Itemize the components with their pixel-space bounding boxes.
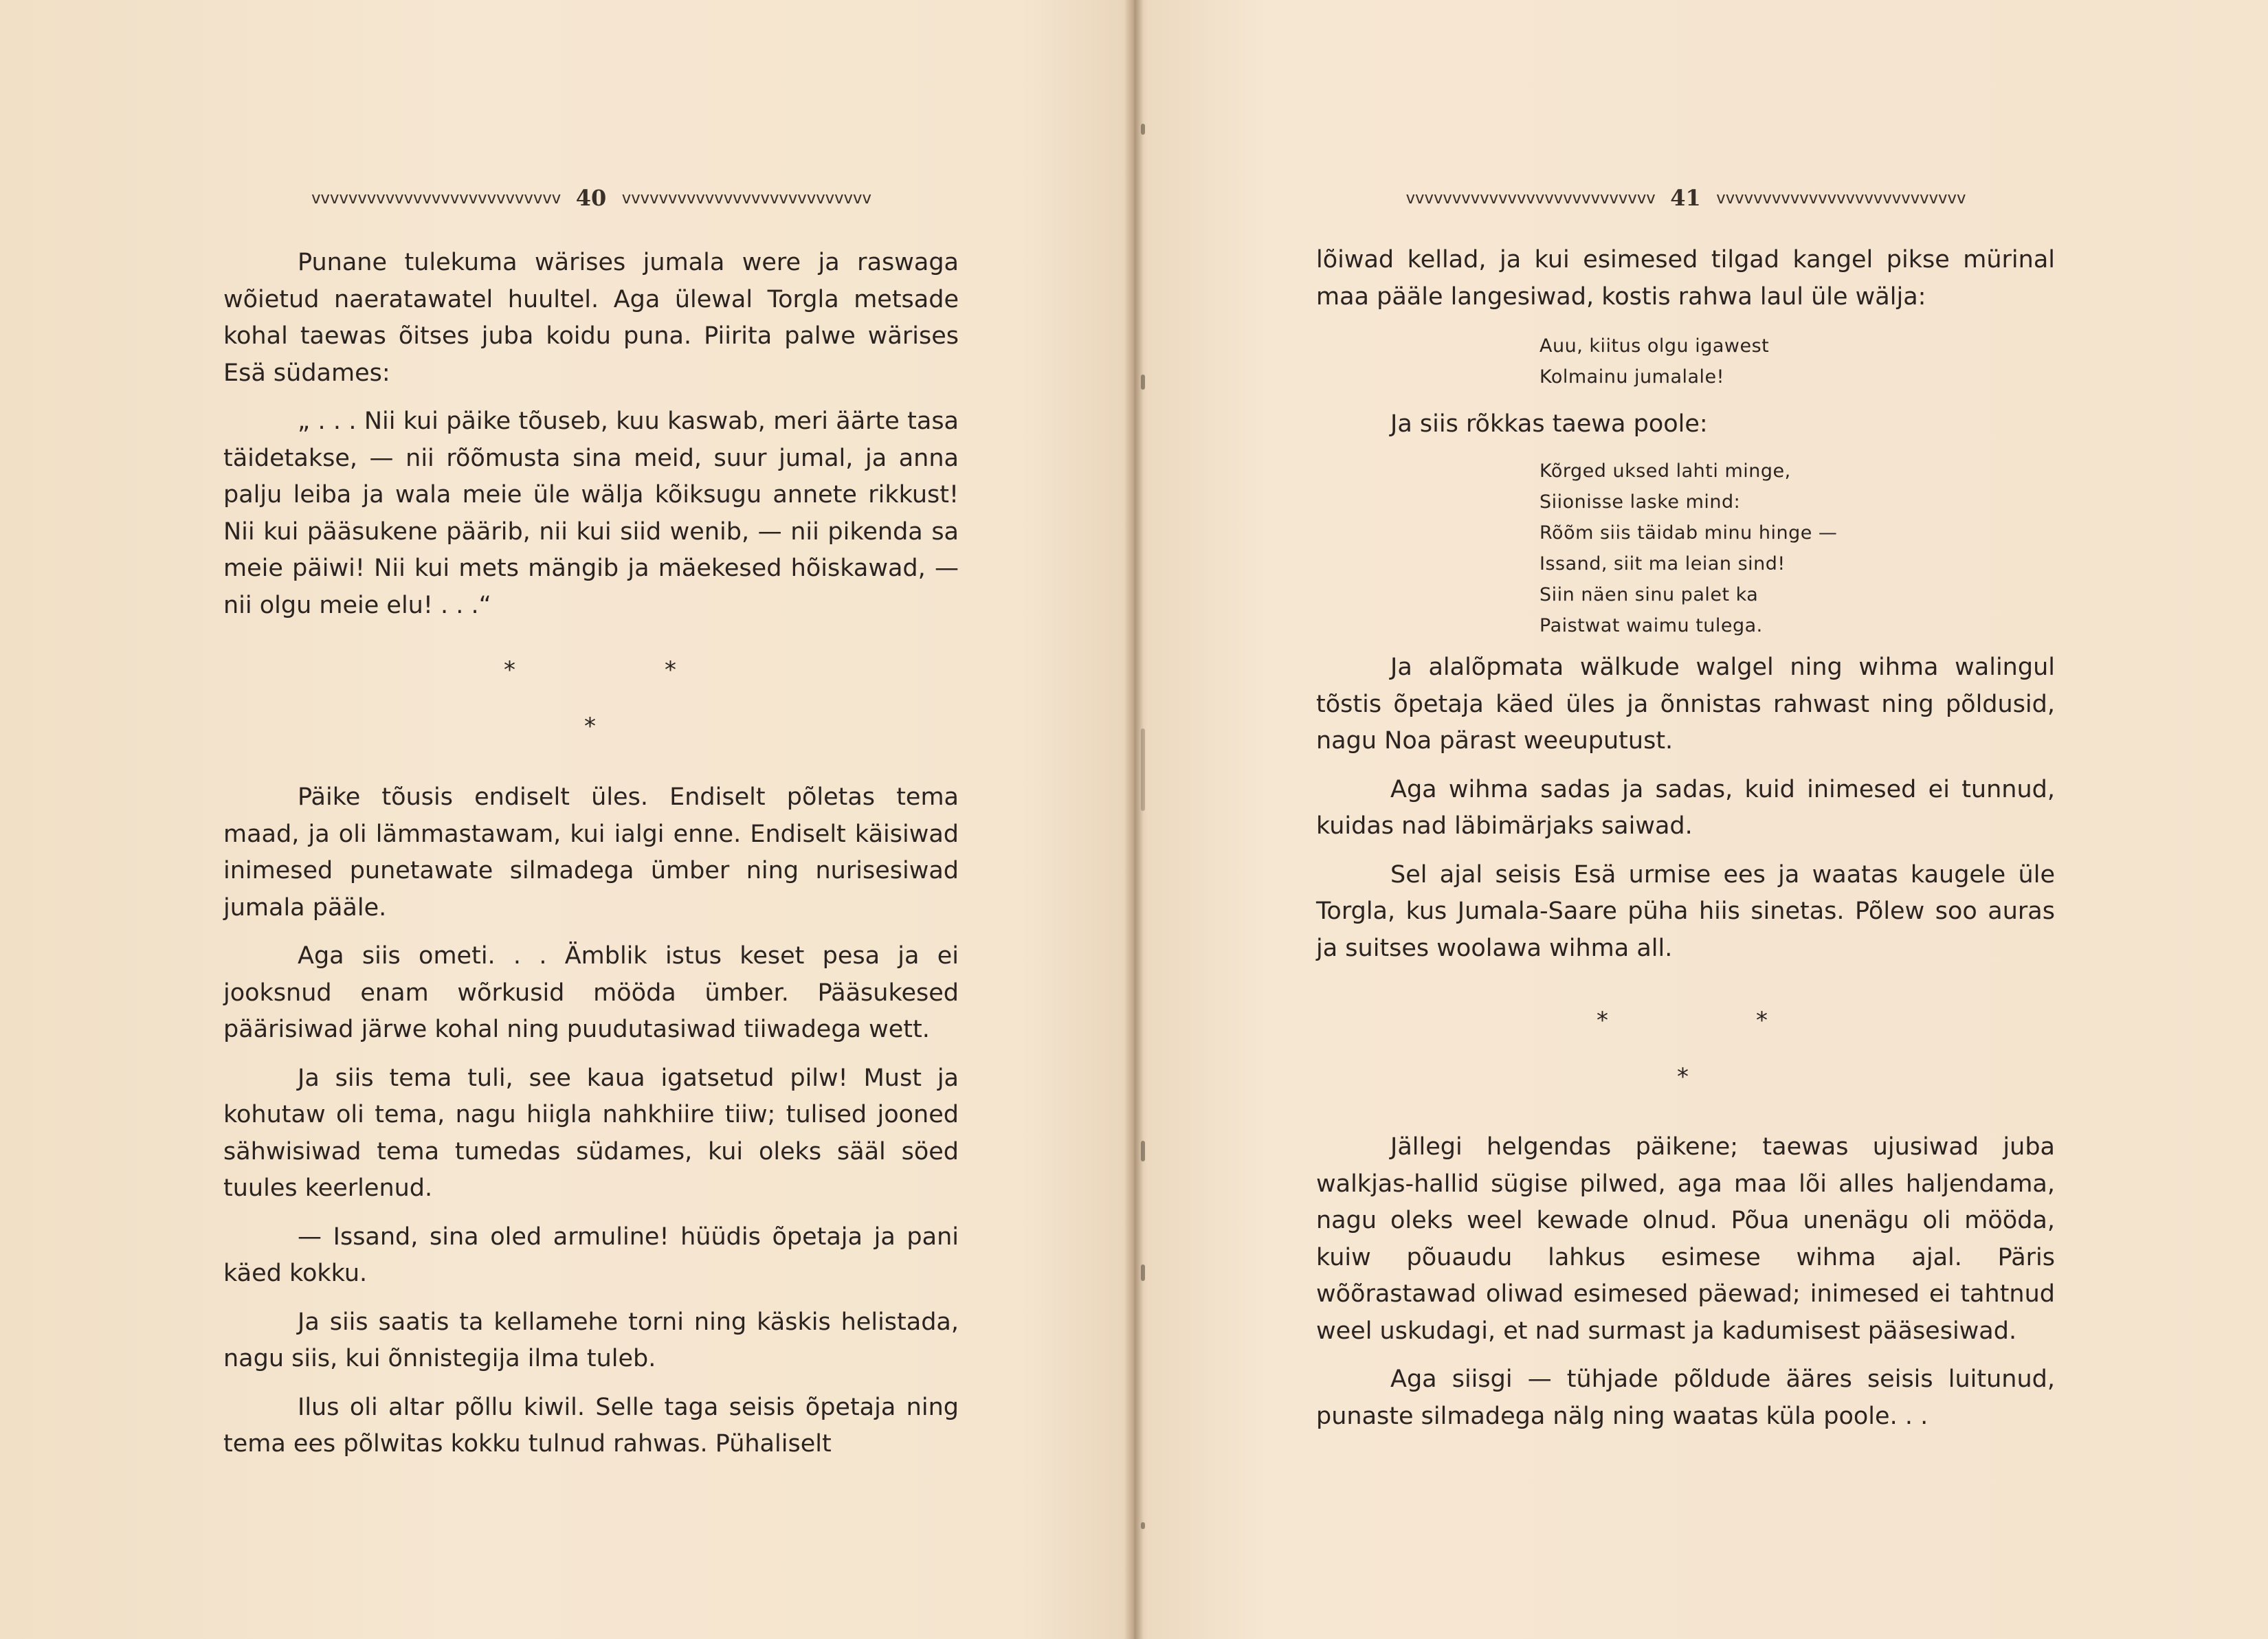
binding-thread <box>1141 124 1145 135</box>
binding-thread <box>1141 1264 1145 1281</box>
binding-thread <box>1141 1141 1145 1161</box>
verse-line: Siionisse laske mind: <box>1539 491 1741 513</box>
separator-asterisk: * <box>665 656 676 684</box>
section-separator <box>1316 1007 2055 1103</box>
verse-line: Auu, kiitus olgu igawest <box>1539 335 1770 357</box>
separator-asterisk: * <box>1756 1007 1768 1034</box>
separator-asterisk: * <box>1597 1007 1608 1034</box>
verse-line: Siin näen sinu palet ka <box>1539 584 1759 605</box>
binding-thread <box>1141 375 1145 390</box>
hymn-verse <box>1539 331 1769 392</box>
header-ornament: vvvvvvvvvvvvvvvvvvvvvvvvvvv <box>1715 188 1966 208</box>
binding-thread <box>1141 728 1145 811</box>
paragraph: „ . . . Nii kui päike tõuseb, kuu kaswab, meri äärte tasa täidetakse, — nii rõõmusta sina meid, suur jumal, ja anna palju leiba ja wala meie üle wälja kõiksugu annete rikkust! Nii kui pääsukene päärib, nii kui siid wenib, — nii pikenda sa meie päiwi! Nii kui mets mängib ja mäekesed hõiskawad, — nii olgu meie elu! . . .“ <box>223 408 959 619</box>
separator-asterisk: * <box>504 656 515 684</box>
paragraph: Aga siisgi — tühjade põldude ääres seisis luitunud, punaste silmadega nälg ning waatas küla poole. . . <box>1316 1365 2055 1430</box>
paragraph: Aga siis ometi. . . Ämblik istus keset pesa ja ei jooksnud enam wõrkusid mööda ümber. Pääsukesed päärisiwad järwe kohal ning puudutasiwad tiiwadega wett. <box>223 942 959 1043</box>
paragraph: — Issand, sina oled armuline! hüüdis õpetaja ja pani käed kokku. <box>223 1223 959 1287</box>
right-page <box>1316 0 2055 1639</box>
page-number: 40 <box>575 185 607 211</box>
book-gutter <box>1124 0 1144 1639</box>
verse-line: Kolmainu jumalale! <box>1539 366 1724 388</box>
paragraph: Aga wihma sadas ja sadas, kuid inimesed ei tunnud, kuidas nad läbimärjaks saiwad. <box>1316 775 2055 840</box>
paragraph: Ja siis saatis ta kellamehe torni ning käskis helistada, nagu siis, kui õnnistegija ilma tuleb. <box>223 1308 959 1372</box>
text-block <box>1316 242 2055 327</box>
paragraph: Punane tulekuma wärises jumala were ja raswaga wõietud naeratawatel huultel. Aga ülewal Torgla metsade kohal taewas õitses juba koidu puna. Piirita palwe wärises Esä südames: <box>223 249 959 387</box>
verse-line: Paistwat waimu tulega. <box>1539 615 1763 636</box>
header-ornament: vvvvvvvvvvvvvvvvvvvvvvvvvvv <box>311 188 561 208</box>
paragraph: Ja siis rõkkas taewa poole: <box>1390 410 1708 438</box>
paragraph: Ja siis tema tuli, see kaua igatsetud pilw! Must ja kohutaw oli tema, nagu hiigla nahkhiire tiiw; tulised jooned sähwisiwad tema tumedas südames, kui oleks sääl söed tuules keerlenud. <box>223 1064 959 1202</box>
header-ornament: vvvvvvvvvvvvvvvvvvvvvvvvvvv <box>1405 188 1656 208</box>
left-page <box>223 0 959 1639</box>
separator-asterisk: * <box>584 713 596 740</box>
text-block <box>1316 1129 2055 1447</box>
page-number: 41 <box>1670 185 1701 211</box>
verse-line: Rõõm siis täidab minu hinge — <box>1539 522 1838 544</box>
paragraph: Ilus oli altar põllu kiwil. Selle taga seisis õpetaja ning tema ees põlwitas kokku tulnud rahwas. Pühaliselt <box>223 1393 959 1458</box>
paragraph: lõiwad kellad, ja kui esimesed tilgad kangel pikse mürinal maa pääle langesiwad, kostis rahwa laul üle wälja: <box>1316 246 2055 311</box>
paragraph: Sel ajal seisis Esä urmise ees ja waatas kaugele üle Torgla, kus Jumala-Saare püha hiis sinetas. Põlew soo auras ja suitses woolawa wihma all. <box>1316 860 2055 962</box>
paragraph: Päike tõusis endiselt üles. Endiselt põletas tema maad, ja oli lämmastawam, kui ialgi enne. Endiselt käisiwad inimesed punetawate silmadega ümber ning nurisesiwad jumala pääle. <box>223 783 959 922</box>
separator-asterisk: * <box>1677 1063 1689 1091</box>
text-block <box>1316 406 2055 455</box>
verse-line: Kõrged uksed lahti minge, <box>1539 460 1791 482</box>
running-header <box>1316 184 2055 212</box>
header-ornament: vvvvvvvvvvvvvvvvvvvvvvvvvvv <box>621 188 871 208</box>
text-block <box>223 245 959 636</box>
binding-thread <box>1141 1522 1145 1529</box>
text-block <box>223 779 959 1475</box>
paragraph: Jällegi helgendas päikene; taewas ujusiwad juba walkjas-hallid sügise pilwed, aga maa lõi alles haljendama, nagu oleks weel kewade olnud. Põua unenägu oli mööda, kuiw põuaudu lahkus esimese wihma ajal. Päris wõõrastawad oliwad esimesed päewad; inimesed ei tahtnud weel uskudagi, et nad surmast ja kadumisest pääsesiwad. <box>1316 1133 2055 1345</box>
hymn-verse <box>1539 456 1837 641</box>
text-block <box>1316 649 2055 979</box>
verse-line: Issand, siit ma leian sind! <box>1539 553 1786 575</box>
paragraph: Ja alalõpmata wälkude walgel ning wihma walingul tõstis õpetaja käed üles ja õnnistas rahwast ning põldusid, nagu Noa pärast weeuputust. <box>1316 654 2055 755</box>
running-header <box>223 184 959 212</box>
section-separator <box>223 656 959 752</box>
